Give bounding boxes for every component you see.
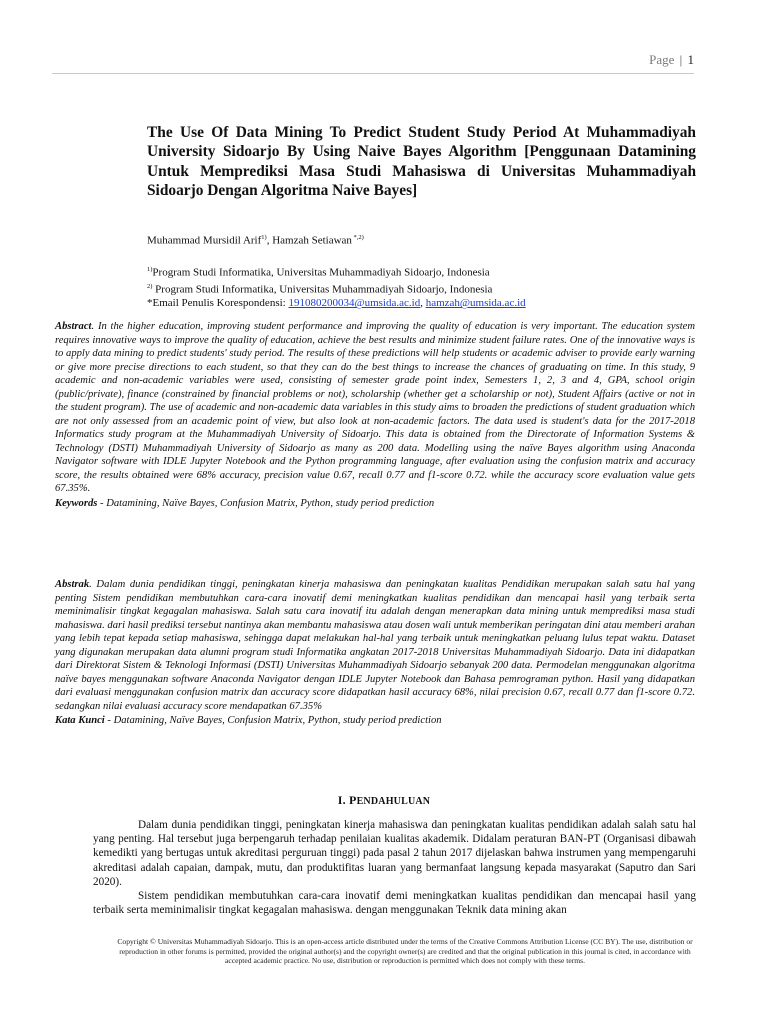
affiliation-2-sup: 2) xyxy=(147,282,153,290)
abstrak-body xyxy=(55,578,695,713)
author-2: Hamzah Setiawan xyxy=(272,234,352,247)
affiliations xyxy=(147,263,526,310)
keywords-label: Keywords xyxy=(55,497,98,509)
copyright-footer: Copyright © Universitas Muhammadiyah Sidoarjo. This is an open-access article distributed under the terms of the Creative Commons Attribution License (CC BY). The use, distribution or reproduction in other forums is permitted, provided the original author(s) and the copyright owner(s) are credited and that the original publication in this journal is cited, in accordance with accepted academic practice. No use, distribution or reproduction is permitted which does not comply with these terms. xyxy=(117,937,693,966)
affiliation-1-text: Program Studi Informatika, Universitas Muhammadiyah Sidoarjo, Indonesia xyxy=(152,266,490,279)
page-separator: | xyxy=(679,52,683,67)
email-separator: , xyxy=(420,297,426,310)
affiliation-2 xyxy=(147,280,526,297)
page-number xyxy=(649,52,694,68)
author-1-affil: 1) xyxy=(261,234,267,241)
kata-kunci-line xyxy=(55,714,695,728)
header-divider xyxy=(52,73,694,74)
affiliation-2-text: Program Studi Informatika, Universitas Muhammadiyah Sidoarjo, Indonesia xyxy=(152,283,493,296)
body-paragraph-1: Dalam dunia pendidikan tinggi, peningkatan kinerja mahasiswa dan peningkatan kualitas pendidikan adalah salah satu hal yang penting. Hal tersebut juga berpengaruh terhadap penilaian kualitas akademik. Didalam peraturan BAN-PT (Organisasi dibawah kemedikti yang bertugas untuk akreditasi perguruan tinggi) pada pasal 2 tahun 2017 dijelaskan bahwa instrumen yang mempengaruhi akreditasi adalah capaian, dampak, mutu, dan produktifitas luaran yang bermanfaat langsung kepada masyarakat (Saputro dan Sari 2020). xyxy=(93,819,696,888)
abstract-text: . In the higher education, improving student performance and improving the quality of education is very important. The education system requires innovative ways to improve the quality of education, achieve the best results and minimize student failure rates. One of the innovative ways is to apply data mining to predict students' study period. The results of these predictions will help students or academic adviser to provide early warning or give more precise directions to each student, so that they can do the best things to increase the chances of graduating on time. In this study, 9 academic and non-academic variables were used, consisting of semester grade point index, Semesters 1, 2, 3 and 4, GPA, school origin (public/private), finance (constrained by financial problems or not), scholarship (whether get a scholarship or not), Student Affairs (active or not in the student program). The use of academic and non-academic data variables in this study aims to broaden the predictions of student graduation which are not only assessed from an academic point of view, but also look at non-academic factors. The data used is student's data for the 2017-2018 Informatics study program at the Muhammadiyah University of Sidoarjo. This data is obtained from the Directorate of Information Systems & Technology (DSTI) Muhammadiyah University of Sidoarjo as many as 200 data. Modelling using the naïve Bayes algorithm using Anaconda Navigator software with IDLE Jupyter Notebook and the Python programming language, after evaluation using the confusion matrix and accuracy score, the results obtained were 68% accuracy, precision value 0.67, recall 0.77 and f1-score 0.72. while the accuracy score evaluation value gets 67.35%. xyxy=(55,321,695,494)
author-line xyxy=(147,234,364,247)
body-text xyxy=(93,818,696,917)
kata-kunci-label: Kata Kunci xyxy=(55,715,105,726)
author-1: Muhammad Mursidil Arif xyxy=(147,234,262,247)
kata-kunci-text: - Datamining, Naïve Bayes, Confusion Matrix, Python, study period prediction xyxy=(104,715,442,726)
email-line xyxy=(147,296,526,310)
abstract-indonesian xyxy=(55,578,695,728)
abstract-english xyxy=(55,320,695,510)
author-2-affil: *,2) xyxy=(351,234,364,241)
author-separator: , xyxy=(266,234,273,247)
keywords-text: - Datamining, Naïve Bayes, Confusion Matrix, Python, study period prediction xyxy=(97,497,435,509)
abstrak-label: Abstrak xyxy=(55,579,90,590)
email-link-1[interactable]: 191080200034@umsida.ac.id xyxy=(288,297,421,310)
affiliation-1-sup: 1) xyxy=(147,266,153,273)
affiliation-1 xyxy=(147,263,526,280)
body-paragraph-2: Sistem pendidikan membutuhkan cara-cara inovatif demi meningkatkan kualitas pendidikan dan mencapai hasil yang terbaik serta meminimalisir tingkat kegagalan mahasiswa. dengan menggunakan Teknik data mining akan xyxy=(93,890,696,917)
page-number-value: 1 xyxy=(687,52,694,67)
page-label: Page xyxy=(649,52,675,67)
email-link-2[interactable]: hamzah@umsida.ac.id xyxy=(425,297,526,310)
section-heading xyxy=(0,793,768,808)
keywords-line xyxy=(55,497,695,511)
section-number: I. P xyxy=(337,793,357,807)
abstract-english-body xyxy=(55,320,695,496)
abstract-label: Abstract xyxy=(55,321,92,332)
section-title-rest: ENDAHULUAN xyxy=(356,796,431,807)
abstrak-text: . Dalam dunia pendidikan tinggi, peningkatan kinerja mahasiswa dan peningkatan kualitas Pendidikan merupakan salah satu hal yang penting Sistem pendidikan membutuhkan cara-cara inovatif demi meningkatkan kualitas pendidikan dan mencapai hasil yang terbaik serta meminimalisir tingkat kegagalan mahasiswa. Salah satu cara inovatif itu adalah dengan menerapkan data mining untuk memprediksi masa studi mahasiswa. dari hasil prediksi tersebut nantinya akan membantu mahasiswa atau dosen wali untuk memberikan peringatan dini atau memberi arahan yang lebih tepat kepada setiap mahasiswa, sehingga dapat melakukan hal-hal yang terbaik untuk meningkatkan peluang lulus tepat waktu. Dataset yang digunakan merupakan data alumni program studi Informatika angkatan 2017-2018 Universitas Muhammadiyah Sidoarjo. Data ini didapatkan dari Direktorat Sistem & Teknologi Informasi (DSTI) Universitas Muhammadiyah Sidoarjo sebanyak 200 data. Permodelan menggunakan algoritma naïve bayes menggunakan software Anaconda Navigator dengan IDLE Jupyter Notebook dan Bahasa pemrograman python. Hasil yang didapatkan dari evaluasi menggunakan confusion matrix dan accuracy score didapatkan hasil accuracy 68%, nilai precision 0.67, recall 0.77 dan f1-score 0.72. sedangkan nilai evaluasi accuracy score mendapatkan 67.35% xyxy=(55,579,695,712)
paper-title: The Use Of Data Mining To Predict Student Study Period At Muhammadiyah University Sidoarjo By Using Naive Bayes Algorithm [Penggunaan Datamining Untuk Memprediksi Masa Studi Mahasiswa di Universitas Muhammadiyah Sidoarjo Dengan Algoritma Naive Bayes] xyxy=(147,124,696,200)
email-label: *Email Penulis Korespondensi: xyxy=(147,297,289,310)
